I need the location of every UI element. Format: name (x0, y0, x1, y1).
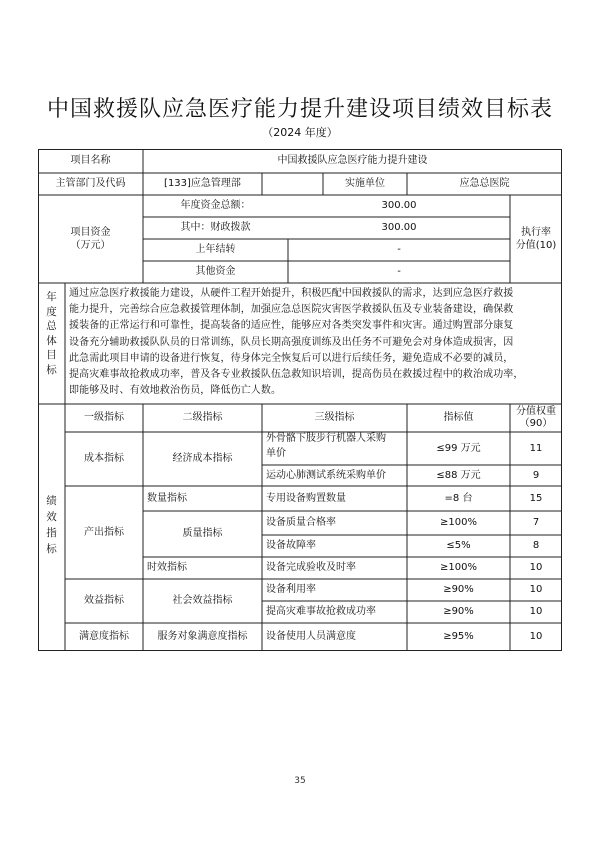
annual-goal-line: 能力提升，完善综合应急救援管理体制，加强应急总医院灾害医学救援队伍及专业装备建设，确保救 (69, 304, 514, 316)
funds-label-line2: （万元） (70, 240, 111, 251)
indicator-value: ≤88 万元 (436, 469, 481, 481)
indicator-weight: 10 (529, 606, 543, 618)
header-level1: 一级指标 (84, 412, 124, 424)
header-level3: 三级指标 (314, 412, 355, 424)
dept-label: 主管部门及代码 (55, 178, 126, 190)
project-name-label: 项目名称 (70, 155, 111, 167)
level1-satisfaction: 满意度指标 (79, 630, 129, 642)
indicator-weight: 15 (529, 492, 543, 504)
annual-goal-label-char: 度 (46, 305, 57, 318)
dept-value: [133]应急管理部 (164, 178, 241, 190)
level2-quantity: 数量指标 (147, 492, 187, 504)
indicator-value: ≤99 万元 (436, 442, 481, 454)
indicator-weight: 10 (529, 630, 543, 642)
funds-item-value: - (397, 244, 401, 256)
funds-item-value: - (397, 266, 401, 278)
execution-rate-line1: 执行率 (521, 226, 551, 238)
execution-rate-line2: 分值(10) (515, 240, 557, 251)
indicator-value: ≥100% (440, 517, 477, 529)
indicator-text: 设备质量合格率 (266, 517, 336, 529)
indicator-weight: 8 (532, 540, 540, 552)
indicator-value: ≥95% (443, 630, 474, 642)
funds-item-label: 其他资金 (195, 266, 236, 278)
annual-goal-label-char: 体 (46, 334, 57, 347)
performance-label-char: 绩 (46, 495, 57, 507)
page-number: 35 (294, 776, 306, 786)
funds-item-value: 300.00 (381, 222, 417, 234)
annual-goal-line: 即能够及时、有效地救治伤员，降低伤亡人数。 (69, 385, 282, 397)
performance-label-char: 指 (46, 527, 57, 539)
annual-goal-label-char: 总 (46, 320, 57, 332)
annual-goal-label (38, 290, 65, 377)
funds-label (38, 195, 143, 283)
level2-quality: 质量指标 (182, 528, 223, 540)
level1-cost: 成本指标 (84, 453, 124, 465)
indicator-text: 单价 (266, 447, 286, 459)
header-value: 指标值 (443, 412, 474, 424)
performance-label-char: 标 (46, 543, 57, 555)
indicator-cell (262, 432, 407, 465)
funds-item-label: 上年结转 (195, 244, 236, 256)
impl-value: 应急总医院 (459, 178, 510, 190)
annual-goal-line: 设备充分辅助救援队队员的日常训练，队员长期高强度训练及出任务不可避免会对身体造成损害，因 (69, 336, 514, 348)
annual-goal-line: 提高灾难事故抢救成功率，普及各专业救援队伍急救知识培训，提高伤员在救援过程中的救治成功率， (69, 369, 524, 381)
annual-goal-line: 援装备的正常运行和可靠性，提高装备的适应性，能够应对各类突发事件和灾害。通过购置部分康复 (69, 320, 514, 332)
header-weight-line1: 分值权重 (516, 405, 556, 417)
annual-goal-text (65, 284, 562, 404)
annual-goal-label-char: 年 (46, 291, 57, 303)
indicator-weight: 10 (529, 584, 543, 596)
level2-service-satisfaction: 服务对象满意度指标 (157, 630, 248, 642)
indicator-text: 设备使用人员满意度 (266, 630, 356, 642)
indicator-text: 提高灾难事故抢救成功率 (266, 606, 376, 618)
indicator-text: 设备完成验收及时率 (266, 562, 356, 574)
page-subtitle: （2024 年度） (262, 126, 338, 139)
indicator-text: 专用设备购置数量 (266, 492, 346, 504)
indicator-text: 设备故障率 (266, 540, 316, 552)
annual-goal-line: 此急需此项目申请的设备进行恢复，待身体完全恢复后可以进行后续任务，避免造成不必要的减员， (69, 352, 514, 364)
funds-item-value: 300.00 (381, 200, 417, 212)
level2-social-benefit: 社会效益指标 (172, 595, 233, 607)
indicator-text: 设备利用率 (266, 584, 316, 596)
indicator-value: ≥100% (440, 562, 477, 574)
indicator-value: ≥90% (443, 606, 474, 618)
indicator-value: =8 台 (444, 492, 473, 504)
performance-label-char: 效 (46, 511, 57, 523)
annual-goal-line: 通过应急医疗救援能力建设，从硬件工程开始提升，积极匹配中国救援队的需求，达到应急医疗救援 (69, 288, 514, 299)
header-weight (510, 404, 562, 432)
level2-timeliness: 时效指标 (147, 562, 187, 574)
funds-label-line1: 项目资金 (70, 226, 111, 238)
level1-benefit: 效益指标 (84, 595, 124, 607)
annual-goal-label-char: 标 (46, 363, 57, 376)
indicator-text: 外骨骼下肢步行机器人采购 (266, 433, 386, 444)
header-weight-line2: （90） (519, 418, 553, 429)
indicator-weight: 9 (532, 469, 540, 481)
execution-rate-label (510, 195, 562, 283)
indicator-weight: 7 (532, 517, 540, 529)
indicator-text: 运动心肺测试系统采购单价 (266, 469, 386, 481)
indicator-value: ≥90% (443, 584, 474, 596)
impl-label: 实施单位 (345, 178, 385, 190)
project-name-value: 中国救援队应急医疗能力提升建设 (277, 155, 428, 167)
performance-label (38, 493, 65, 557)
funds-item-label: 其中：财政拨款 (180, 222, 251, 234)
annual-goal-label-char: 目 (46, 349, 57, 361)
header-level2: 二级指标 (182, 412, 223, 424)
level2-economic-cost: 经济成本指标 (172, 453, 233, 465)
page-title: 中国救援队应急医疗能力提升建设项目绩效目标表 (46, 97, 553, 122)
funds-item-label: 年度资金总额： (180, 200, 251, 212)
indicator-weight: 10 (529, 562, 543, 574)
indicator-value: ≤5% (446, 540, 471, 552)
level1-output: 产出指标 (84, 526, 124, 538)
indicator-weight: 11 (529, 442, 543, 454)
